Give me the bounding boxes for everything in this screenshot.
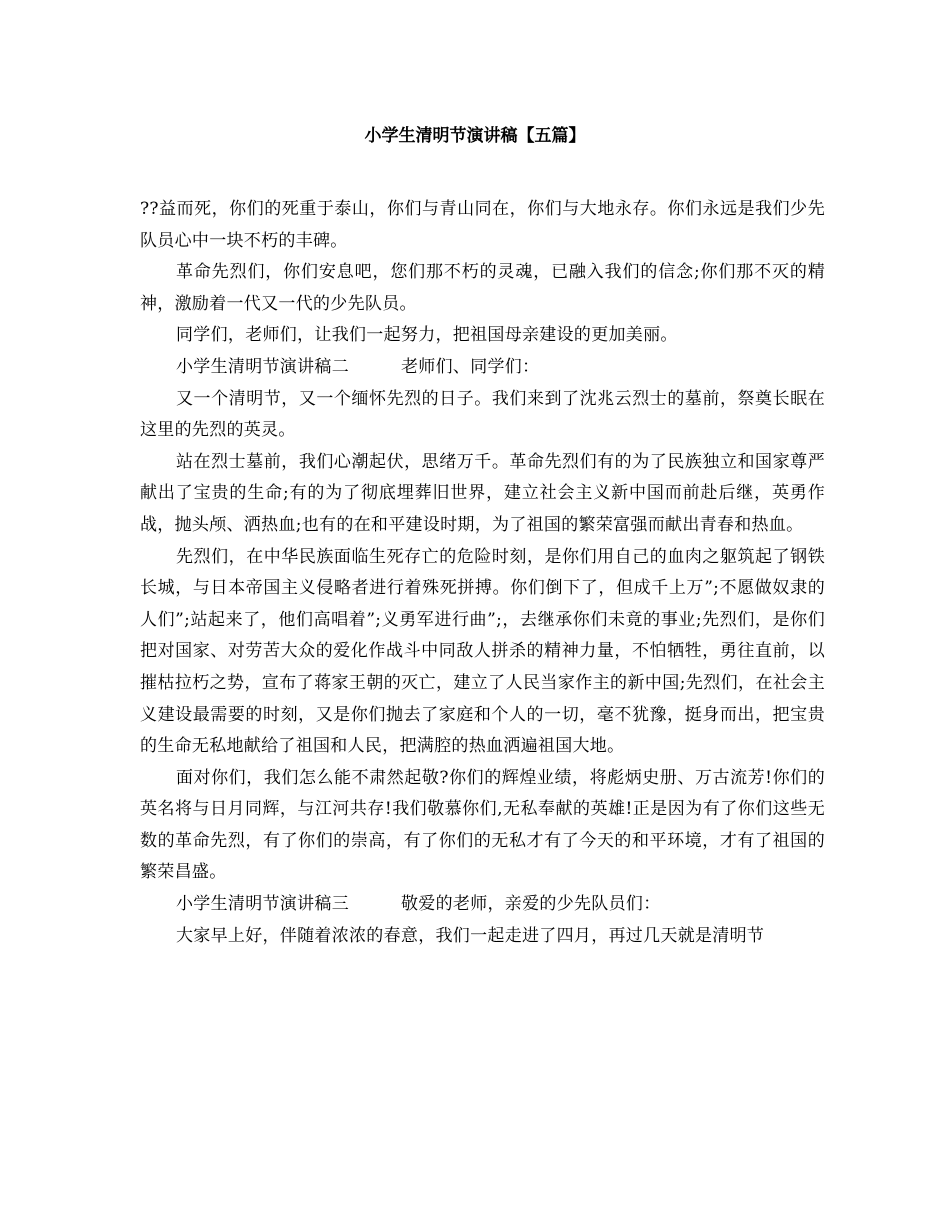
section-three-greeting: 敬爱的老师，亲爱的少先队员们： xyxy=(401,894,661,915)
document-title: 小学生清明节演讲稿【五篇】 xyxy=(364,126,586,146)
paragraph-6: 先烈们，在中华民族面临生死存亡的危险时刻，是你们用自己的血肉之躯筑起了钢铁长城，与日本帝国主义侵略者进行着殊死拼搏。你们倒下了，但成千上万”;不愿做奴隶的人们”;站起来了，他们高唱着”;义勇军进行曲”;，去继承你们未竟的事业;先烈们，是你们把对国家、对劳苦大众的爱化作战斗中同敌人拼杀的精神力量，不怕牺牲，勇往直前，以摧枯拉朽之势，宣布了蒋家王朝的灭亡，建立了人民当家作主的新中国;先烈们，在社会主义建设最需要的时刻，又是你们抛去了家庭和个人的一切，毫不犹豫，挺身而出，把宝贵的生命无私地献给了祖国和人民，把满腔的热血洒遍祖国大地。 xyxy=(140,546,825,757)
paragraph-4: 又一个清明节，又一个缅怀先烈的日子。我们来到了沈兆云烈士的墓前，祭奠长眠在这里的先烈的英灵。 xyxy=(140,388,825,441)
section-heading-two xyxy=(140,352,825,384)
paragraph-3: 同学们，老师们，让我们一起努力，把祖国母亲建设的更加美丽。 xyxy=(176,325,678,346)
section-heading-three xyxy=(140,889,825,921)
paragraph-8: 大家早上好，伴随着浓浓的春意，我们一起走进了四月，再过几天就是清明节 xyxy=(176,925,765,946)
section-two-greeting: 老师们、同学们： xyxy=(401,356,540,377)
paragraph-2: 革命先烈们，你们安息吧，您们那不朽的灵魂，已融入我们的信念;你们那不灭的精神，激励着一代又一代的少先队员。 xyxy=(140,262,825,314)
section-three-label: 小学生清明节演讲稿三 xyxy=(176,894,349,915)
paragraph-1: ??益而死，你们的死重于泰山，你们与青山同在，你们与大地永存。你们永远是我们少先队员心中一块不朽的丰碑。 xyxy=(140,199,825,251)
paragraph-5: 站在烈士墓前，我们心潮起伏，思绪万千。革命先烈们有的为了民族独立和国家尊严献出了宝贵的生命;有的为了彻底埋葬旧世界，建立社会主义新中国而前赴后继，英勇作战，抛头颅、洒热血;也有的在和平建设时期，为了祖国的繁荣富强而献出青春和热血。 xyxy=(140,451,825,535)
paragraph-7: 面对你们，我们怎么能不肃然起敬?你们的辉煌业绩，将彪炳史册、万古流芳!你们的英名将与日月同辉，与江河共存!我们敬慕你们,无私奉献的英雄!正是因为有了你们这些无数的革命先烈，有了你们的崇高，有了你们的无私才有了今天的和平环境，才有了祖国的繁荣昌盛。 xyxy=(140,767,825,883)
document-body xyxy=(140,194,825,952)
section-two-label: 小学生清明节演讲稿二 xyxy=(176,356,349,377)
